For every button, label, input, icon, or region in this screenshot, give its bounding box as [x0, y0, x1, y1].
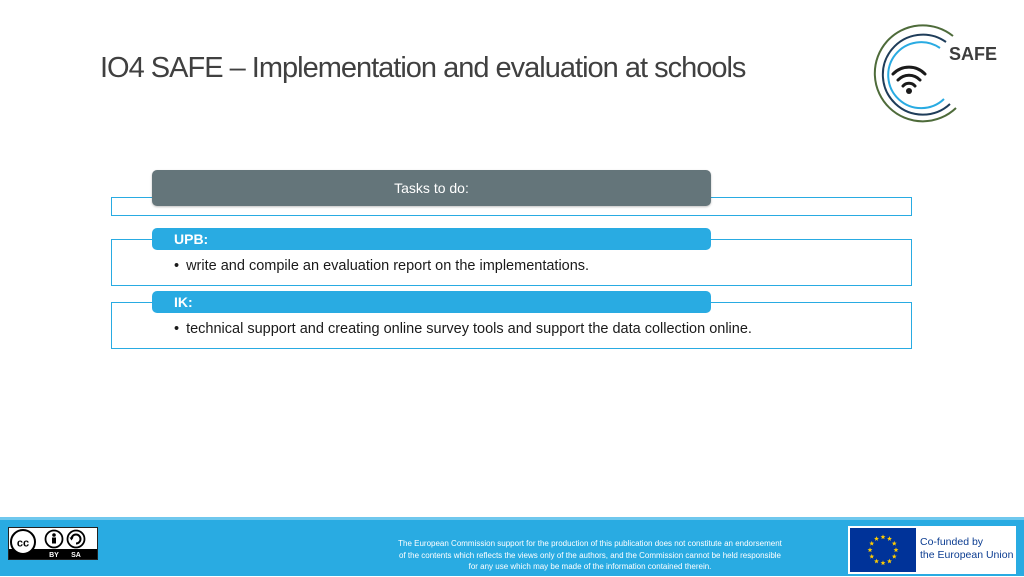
- bullet-icon: •: [174, 258, 180, 274]
- cc-license-badge[interactable]: [8, 527, 98, 560]
- eu-cofunded-badge: [848, 526, 1016, 574]
- eu-star: [869, 554, 874, 559]
- attribution-icon: [46, 531, 63, 548]
- eu-text-line: the European Union: [920, 549, 1014, 561]
- eu-star: [874, 559, 879, 564]
- share-alike-icon: [68, 531, 85, 548]
- disclaimer-line: for any use which may be made of the information contained therein.: [468, 562, 712, 571]
- eu-flag-icon: [850, 528, 916, 572]
- eu-disclaimer: [360, 538, 820, 573]
- eu-star: [881, 560, 886, 565]
- eu-star: [868, 547, 873, 552]
- license-label-by: BY: [49, 552, 59, 559]
- page-title: IO4 SAFE – Implementation and evaluation at schools: [100, 52, 746, 84]
- license-label-sa: SA: [71, 552, 81, 559]
- footer-divider: [0, 517, 1024, 520]
- partner-label-upb: UPB:: [152, 228, 711, 250]
- eu-star: [869, 541, 874, 546]
- eu-star: [874, 536, 879, 541]
- list-item: [174, 258, 589, 274]
- eu-star: [892, 554, 897, 559]
- eu-text-line: Co-funded by: [920, 536, 984, 548]
- tasks-header: Tasks to do:: [152, 170, 711, 206]
- disclaimer-line: The European Commission support for the production of this publication does not constitute an endorsement: [398, 539, 782, 548]
- eu-star: [887, 536, 892, 541]
- wifi-icon: [893, 67, 925, 86]
- svg-text:cc: cc: [16, 537, 30, 550]
- logo-text: SAFE: [949, 44, 998, 64]
- bullet-icon: •: [174, 321, 180, 337]
- safe-logo: [858, 22, 1008, 126]
- partner-label-ik: IK:: [152, 291, 711, 313]
- task-text: write and compile an evaluation report on the implementations.: [186, 258, 590, 274]
- eu-star: [881, 534, 886, 539]
- cc-icon: [11, 530, 35, 554]
- eu-star: [894, 547, 899, 552]
- eu-star: [887, 559, 892, 564]
- disclaimer-line: of the contents which reflects the views only of the authors, and the Commission cannot be held responsible: [399, 550, 781, 560]
- eu-funding-text: [920, 536, 1016, 562]
- list-item: [174, 321, 752, 337]
- eu-star: [892, 541, 897, 546]
- task-text: technical support and creating online survey tools and support the data collection online.: [186, 321, 752, 337]
